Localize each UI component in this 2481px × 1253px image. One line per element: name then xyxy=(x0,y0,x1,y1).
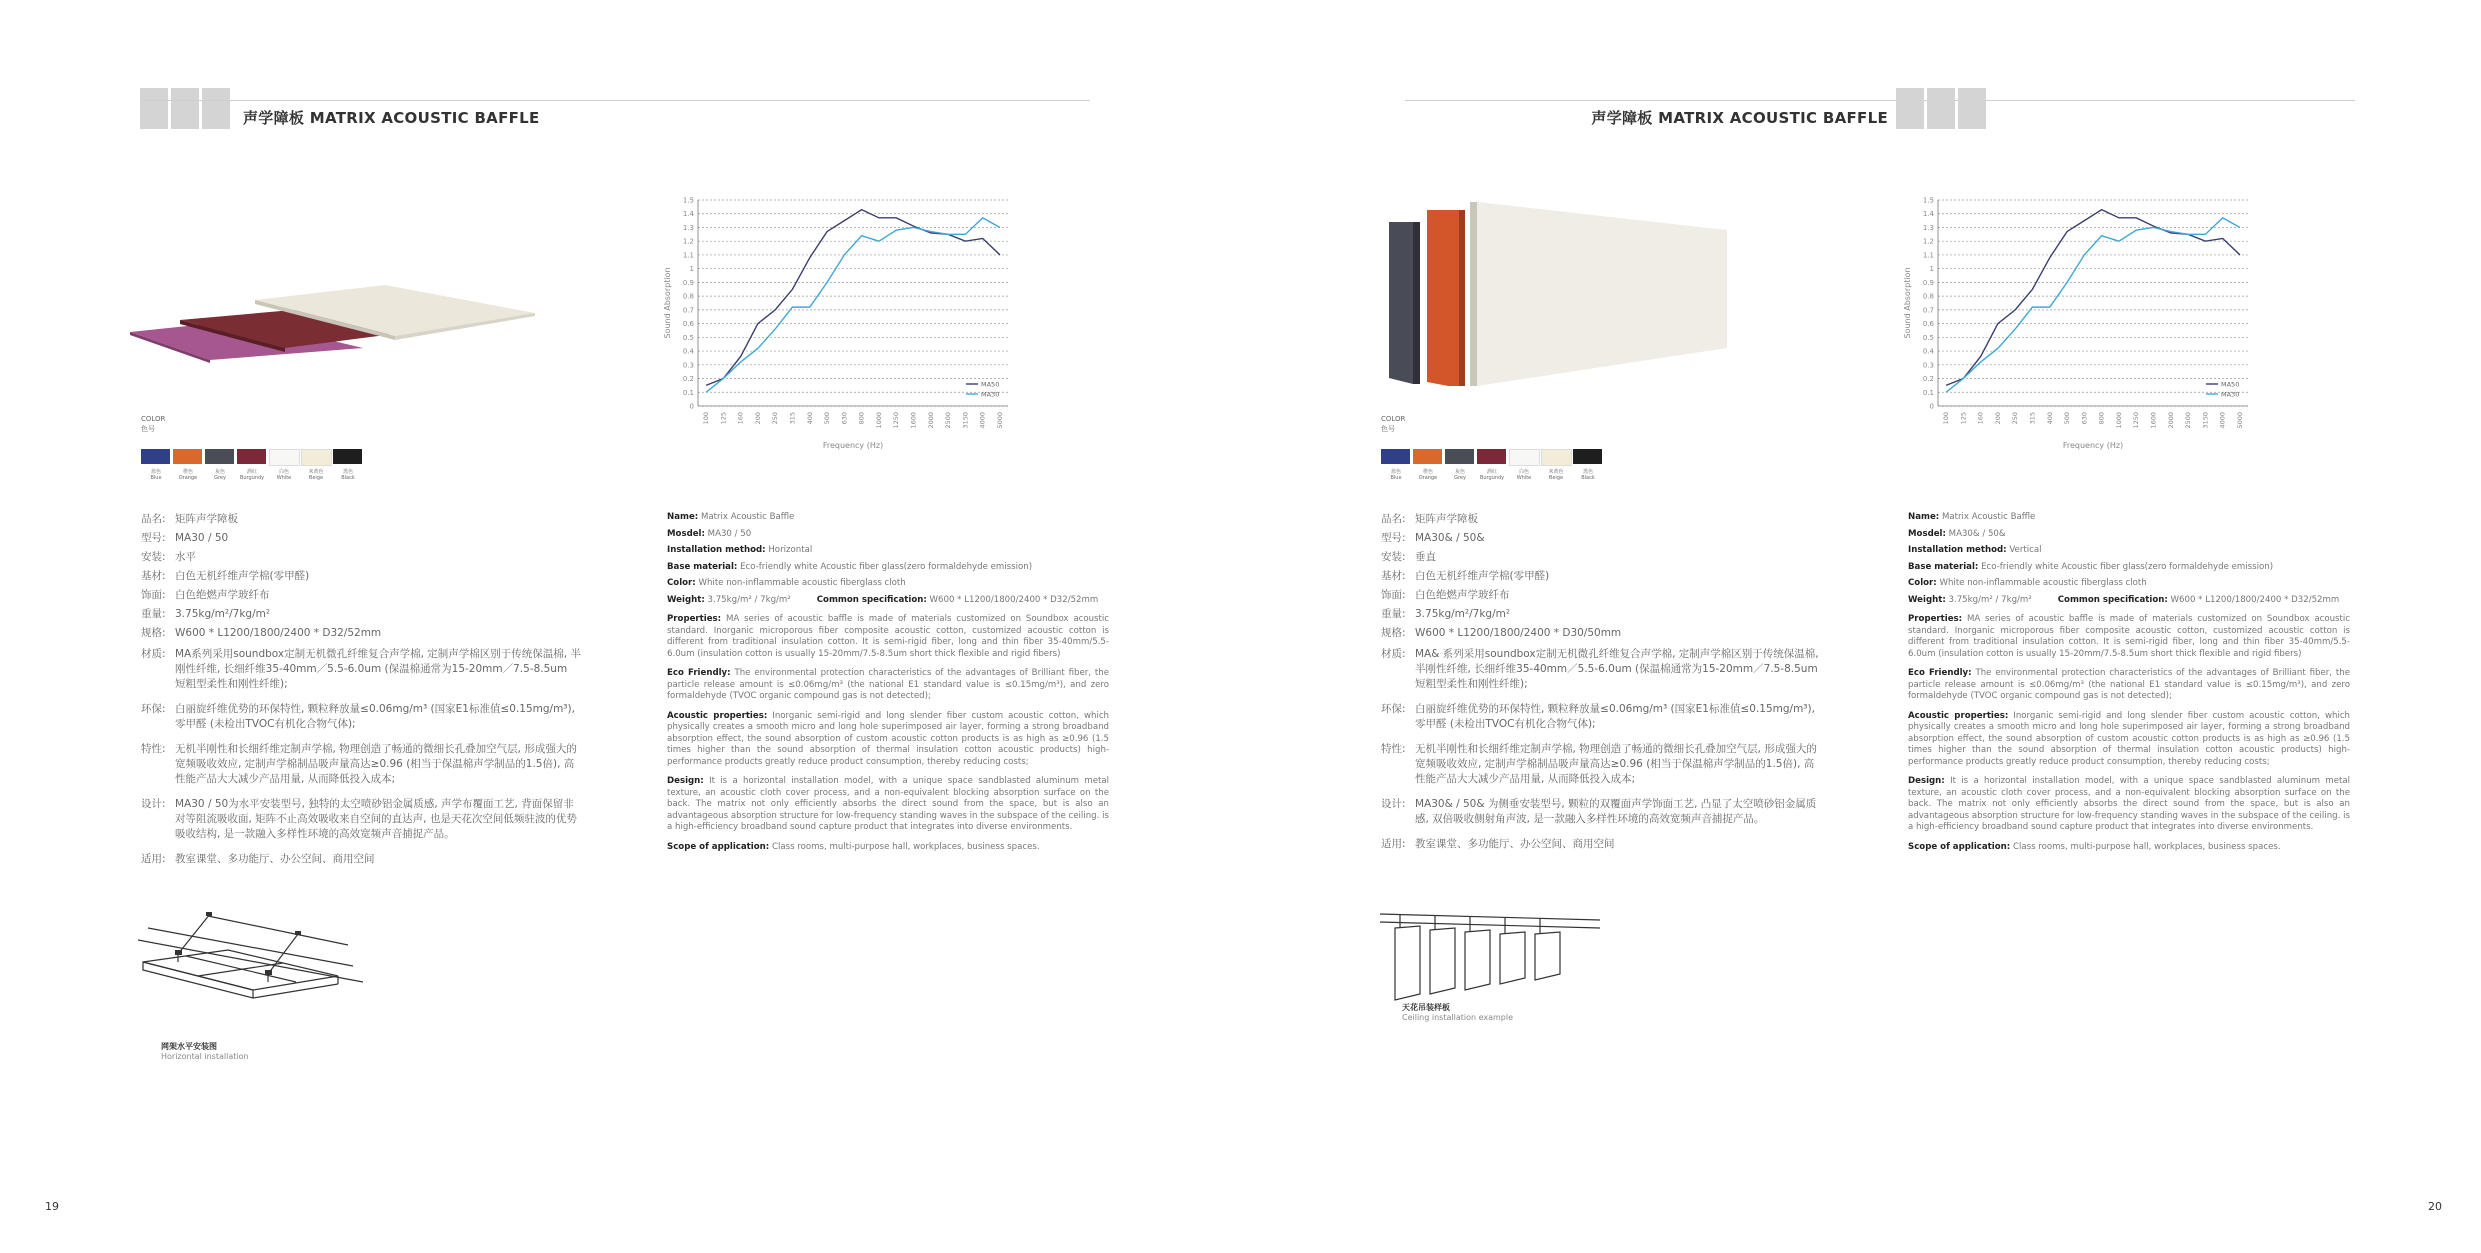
page-title: 声学障板 MATRIX ACOUSTIC BAFFLE xyxy=(1591,109,1888,127)
spec-row xyxy=(1381,607,1821,622)
spec-key: 品名: xyxy=(1381,513,1406,525)
spec-row xyxy=(667,562,1109,574)
y-tick-label: 0.7 xyxy=(682,306,694,315)
spec-key: Name: xyxy=(1908,512,1940,522)
installation-caption: 网架水平安装图 Horizontal installation xyxy=(161,1042,249,1061)
spec-key: 安装: xyxy=(1381,551,1406,563)
spec-key: Weight: xyxy=(667,594,705,605)
spec-value: White non-inflammable acoustic fiberglass cloth xyxy=(1939,578,2147,588)
header-decor-square xyxy=(1958,88,1986,129)
y-tick-label: 0.3 xyxy=(682,361,694,370)
spec-value: Inorganic semi-rigid and long slender fiber custom acoustic cotton, which physically creates a smooth micro and long hole superimposed air layer, forming a strong broadband absorption effect, the sound absorption of custom acoustic cotton products is as high as ≥0.96 (1.5 times higher than the sound absorption of thermal insulation cotton acoustic products) high-performance products greatly reduce product consumption, thereby reducing costs; xyxy=(1908,710,2351,767)
spec-row xyxy=(1908,512,2350,524)
y-tick-label: 0.1 xyxy=(1922,388,1934,397)
spec-value: MA30 / 50为水平安装型号, 独特的太空喷砂铝金属质感, 声学布覆面工艺, 背面保留非对等阻流吸收面, 矩阵不止高效吸收来自空间的直达声, 也是天花次空间低频驻波的优势吸收结构, 是一款融入多样性环境的高效宽频声音捕捉产品。 xyxy=(175,798,577,840)
spec-row xyxy=(1908,595,2350,607)
spec-key: Eco Friendly: xyxy=(1908,668,1972,678)
spec-key: 基材: xyxy=(141,570,166,582)
x-tick-label: 125 xyxy=(719,412,728,425)
spec-row xyxy=(141,512,581,527)
baffle-panel-orange xyxy=(1427,210,1459,386)
x-tick-label: 250 xyxy=(771,412,780,425)
spec-key: Acoustic properties: xyxy=(667,710,768,721)
spec-value: 教室课堂、多功能厅、办公空间、商用空间 xyxy=(175,853,375,865)
page-number: 19 xyxy=(45,1200,59,1213)
y-tick-label: 0.4 xyxy=(1922,347,1934,356)
spec-key: 重量: xyxy=(141,608,166,620)
spec-key: 特性: xyxy=(1381,743,1406,755)
y-tick-label: 0.6 xyxy=(1922,320,1934,329)
spec-value: 白色绝燃声学玻纤布 xyxy=(175,589,270,601)
spec-row xyxy=(667,529,1109,541)
spec-row xyxy=(1381,512,1821,527)
x-tick-label: 250 xyxy=(2011,412,2020,425)
spec-key: Installation method: xyxy=(1908,545,2007,555)
spec-row xyxy=(1381,550,1821,565)
spec-value: Vertical xyxy=(2009,545,2042,555)
spec-key: Acoustic properties: xyxy=(1908,710,2009,721)
x-tick-label: 5000 xyxy=(996,412,1004,429)
spec-row xyxy=(667,595,1109,607)
header-decor-square xyxy=(1896,88,1924,129)
spec-en xyxy=(1908,512,2350,858)
product-image-vertical xyxy=(1385,198,1730,386)
spec-row xyxy=(1381,647,1821,692)
spec-row xyxy=(141,531,581,546)
color-swatch xyxy=(173,449,202,464)
spec-value: The environmental protection characteristics of the advantages of Brilliant fiber, the particle release amount is ≤0.06mg/m³ (the national E1 standard value is ≤0.15mg/m³), and zero formaldehyde (TVOC organic compound gas is not detected); xyxy=(667,668,1110,701)
spec-key: Base material: xyxy=(1908,561,1979,572)
color-swatch xyxy=(269,449,300,466)
spec-value: 3.75kg/m²/7kg/m² xyxy=(175,608,271,620)
x-tick-label: 100 xyxy=(1942,412,1950,425)
color-swatch-label: 酒红 Burgundy xyxy=(1479,469,1505,481)
x-tick-label: 1600 xyxy=(909,412,918,429)
spec-value: It is a horizontal installation model, with a unique space sandblasted aluminum metal texture, an acoustic cloth cover process, and a non-equivalent blocking absorption surface on the back. The matrix not only efficiently absorbs the direct sound from the space, but is also an advantageous absorption structure for low-frequency standing waves in the subspace of the ceiling. is a high-efficiency broadband sound capture product that integrates into diverse environments. xyxy=(667,776,1110,832)
spec-value: 3.75kg/m² / 7kg/m² xyxy=(707,594,791,605)
y-tick-label: 1.3 xyxy=(1922,223,1934,232)
x-axis-label: Frequency (Hz) xyxy=(822,441,884,450)
color-swatch xyxy=(205,449,234,464)
spec-value: MA30 / 50 xyxy=(707,528,752,539)
spec-row xyxy=(1908,668,2350,703)
spec-value: 白丽旋纤维优势的环保特性, 颗粒释放量≤0.06mg/m³ (国家E1标准值≤0.15mg/m³), 零甲醛 (未检出TVOC有机化合物气体); xyxy=(175,703,575,730)
x-tick-label: 4000 xyxy=(2218,412,2227,429)
spec-row xyxy=(667,578,1109,590)
series-line-ma30 xyxy=(1946,218,2240,392)
spec-row xyxy=(667,842,1109,854)
spec-row xyxy=(141,607,581,622)
spec-key: 规格: xyxy=(141,627,166,639)
horizontal-installation-diagram xyxy=(138,910,368,1035)
y-tick-label: 1 xyxy=(689,265,694,274)
color-swatch-label: 橙色 Orange xyxy=(1418,469,1438,481)
color-swatch-label: 米黄色 Beige xyxy=(308,469,324,481)
spec-key: 品名: xyxy=(141,513,166,525)
x-tick-label: 315 xyxy=(788,412,797,425)
y-tick-label: 0 xyxy=(689,402,694,411)
y-tick-label: 0.3 xyxy=(1922,361,1934,370)
spec-key: Common specification: xyxy=(816,594,927,605)
spec-key: 特性: xyxy=(141,743,166,755)
x-axis-label: Frequency (Hz) xyxy=(2062,441,2124,450)
spec-value: Class rooms, multi-purpose hall, workplaces, business spaces. xyxy=(771,841,1040,852)
x-tick-label: 200 xyxy=(1993,412,2002,425)
x-tick-label: 2500 xyxy=(2184,412,2193,429)
spec-value: 矩阵声学障板 xyxy=(175,513,238,525)
y-tick-label: 0.6 xyxy=(682,320,694,329)
y-tick-label: 0.5 xyxy=(1922,333,1934,342)
series-line-ma50 xyxy=(1946,210,2240,386)
spec-row xyxy=(1908,545,2350,557)
spec-key: 饰面: xyxy=(141,589,166,601)
spec-value: MA& 系列采用soundbox定制无机微孔纤维复合声学棉, 定制声学棉区别于传统保温棉, 半刚性纤维, 长细纤维35-40mm／5.5-6.0um (保温棉通常为15-20mm／7.5-8.5um 短粗型柔性和刚性纤维); xyxy=(1415,648,1819,690)
spec-key: Properties: xyxy=(667,614,722,624)
spec-row xyxy=(1381,569,1821,584)
spec-row xyxy=(141,569,581,584)
y-tick-label: 1.4 xyxy=(1922,210,1934,219)
x-tick-label: 2000 xyxy=(926,412,935,429)
spec-row xyxy=(141,702,581,732)
color-swatch-label: 灰色 Grey xyxy=(1454,469,1466,481)
color-swatch xyxy=(237,449,266,464)
y-tick-label: 1.5 xyxy=(682,196,694,205)
spec-row xyxy=(667,776,1109,834)
spec-key: Base material: xyxy=(667,561,738,572)
spec-value: 矩阵声学障板 xyxy=(1415,513,1478,525)
spec-row xyxy=(141,647,581,692)
spec-key: 材质: xyxy=(1381,648,1406,660)
spec-key: Scope of application: xyxy=(667,841,770,852)
series-line-ma50 xyxy=(706,210,1000,386)
spec-key: Name: xyxy=(667,512,699,522)
spec-row xyxy=(1908,578,2350,590)
spec-value: Horizontal xyxy=(768,545,813,555)
spec-value: Eco-friendly white Acoustic fiber glass(zero formaldehyde emission) xyxy=(1981,561,2274,572)
spec-value: 无机半刚性和长细纤维定制声学棉, 物理创造了畅通的微细长孔叠加空气层, 形成强大的宽频吸收效应, 定制声学棉制品吸声量高达≥0.96 (相当于保温棉声学制品的1.5倍), 高性能产品大大减少产品用量, 从而降低投入成本; xyxy=(175,743,577,785)
color-swatch-label: 蓝色 Blue xyxy=(150,469,162,481)
page-number: 20 xyxy=(2428,1200,2442,1213)
spec-row xyxy=(141,852,581,867)
header-decor-square xyxy=(140,88,168,129)
spec-value: 3.75kg/m²/7kg/m² xyxy=(1415,608,1511,620)
legend-label: MA30 xyxy=(2221,390,2240,399)
y-tick-label: 0.5 xyxy=(682,333,694,342)
spec-value: 白丽旋纤维优势的环保特性, 颗粒释放量≤0.06mg/m³ (国家E1标准值≤0.15mg/m³), 零甲醛 (未检出TVOC有机化合物气体); xyxy=(1415,703,1815,730)
color-swatch xyxy=(1381,449,1410,464)
spec-value: MA30& / 50& xyxy=(1948,528,2006,539)
spec-row xyxy=(141,626,581,641)
spec-value: Inorganic semi-rigid and long slender fiber custom acoustic cotton, which physically creates a smooth micro and long hole superimposed air layer, forming a strong broadband absorption effect, the sound absorption of custom acoustic cotton products is as high as ≥0.96 (1.5 times higher than the sound absorption of thermal insulation cotton acoustic products) high-performance products greatly reduce product consumption, thereby reducing costs; xyxy=(667,710,1110,767)
legend-label: MA30 xyxy=(981,390,1000,399)
spec-row xyxy=(1381,702,1821,732)
spec-key: Scope of application: xyxy=(1908,841,2011,852)
sound-absorption-chart xyxy=(660,192,1020,457)
spec-key: 环保: xyxy=(141,703,166,715)
x-tick-label: 3150 xyxy=(961,412,970,429)
spec-key: Design: xyxy=(667,776,704,786)
x-tick-label: 3150 xyxy=(2201,412,2210,429)
y-tick-label: 0.2 xyxy=(682,375,694,384)
color-swatch-label: 白色 White xyxy=(1516,469,1532,481)
spec-key: 环保: xyxy=(1381,703,1406,715)
x-tick-label: 200 xyxy=(753,412,762,425)
spec-row xyxy=(1381,837,1821,852)
x-tick-label: 160 xyxy=(1976,412,1985,425)
spec-value: MA30& / 50& xyxy=(1415,532,1485,544)
spec-value: 3.75kg/m² / 7kg/m² xyxy=(1948,594,2032,605)
spec-key: 适用: xyxy=(1381,838,1406,850)
spec-key: 安装: xyxy=(141,551,166,563)
x-tick-label: 800 xyxy=(2097,412,2106,425)
color-section-label: COLOR 色号 xyxy=(141,415,166,433)
x-tick-label: 1250 xyxy=(892,412,901,429)
x-tick-label: 5000 xyxy=(2236,412,2244,429)
color-swatch xyxy=(1445,449,1474,464)
x-tick-label: 400 xyxy=(805,412,814,425)
x-tick-label: 125 xyxy=(1959,412,1968,425)
spec-row xyxy=(1908,562,2350,574)
spec-en xyxy=(667,512,1109,858)
spec-row xyxy=(1908,776,2350,834)
spec-value: It is a horizontal installation model, with a unique space sandblasted aluminum metal texture, an acoustic cloth cover process, and a non-equivalent blocking absorption surface on the back. The matrix not only efficiently absorbs the direct sound from the space, but is also an advantageous absorption structure for low-frequency standing waves in the subspace of the ceiling. is a high-efficiency broadband sound capture product that integrates into diverse environments. xyxy=(1908,776,2351,832)
spec-key: Eco Friendly: xyxy=(667,668,731,678)
spec-value: W600 * L1200/1800/2400 * D30/50mm xyxy=(1415,627,1622,639)
spec-value: Matrix Acoustic Baffle xyxy=(1941,512,2036,522)
spec-key: 型号: xyxy=(1381,532,1406,544)
y-tick-label: 0.8 xyxy=(682,292,694,301)
y-tick-label: 1.5 xyxy=(1922,196,1934,205)
color-swatch xyxy=(1541,449,1572,466)
spec-key: 基材: xyxy=(1381,570,1406,582)
spec-row xyxy=(1908,529,2350,541)
spec-value: MA series of acoustic baffle is made of materials customized on Soundbox acoustic standard. Inorganic microporous fiber composite acoustic cotton, customized acoustic cotton is different from traditional insulation cotton. It is semi-rigid fiber, long and thin fiber 35-40mm/5.5-6.0um (insulation cotton is usually 15-20mm/7.5-8.5um short thick flexible and rigid fibers) xyxy=(1908,614,2351,659)
color-swatch-label: 橙色 Orange xyxy=(178,469,198,481)
y-tick-label: 1.2 xyxy=(682,237,694,246)
color-swatch-label: 黑色 Black xyxy=(341,469,355,481)
sound-absorption-chart xyxy=(1900,192,2260,457)
legend-label: MA50 xyxy=(2221,380,2240,389)
color-section-label: COLOR 色号 xyxy=(1381,415,1406,433)
spec-cn xyxy=(141,512,581,877)
color-swatch xyxy=(1573,449,1602,464)
spec-row xyxy=(1908,842,2350,854)
spec-cn xyxy=(1381,512,1821,862)
y-tick-label: 0.1 xyxy=(682,388,694,397)
page-title: 声学障板 MATRIX ACOUSTIC BAFFLE xyxy=(243,109,540,127)
spec-row xyxy=(1381,588,1821,603)
spec-row xyxy=(1908,711,2350,769)
color-swatch xyxy=(1413,449,1442,464)
spec-row xyxy=(141,742,581,787)
spec-key: Mosdel: xyxy=(667,528,705,539)
spec-row xyxy=(667,512,1109,524)
spec-row xyxy=(667,668,1109,703)
color-swatch xyxy=(1477,449,1506,464)
spec-row xyxy=(667,545,1109,557)
y-tick-label: 1.1 xyxy=(682,251,694,260)
color-swatch-label: 黑色 Black xyxy=(1581,469,1595,481)
ceiling-installation-diagram xyxy=(1380,906,1605,1006)
legend-label: MA50 xyxy=(981,380,1000,389)
spec-row xyxy=(1908,614,2350,660)
baffle-panel-white xyxy=(1477,202,1727,386)
spec-value: W600 * L1200/1800/2400 * D32/52mm xyxy=(929,594,1099,605)
spec-key: 饰面: xyxy=(1381,589,1406,601)
spec-key: Installation method: xyxy=(667,545,766,555)
y-tick-label: 1.4 xyxy=(682,210,694,219)
y-tick-label: 0.4 xyxy=(682,347,694,356)
x-tick-label: 630 xyxy=(840,412,849,425)
spec-key: 设计: xyxy=(1381,798,1406,810)
color-swatch-label: 米黄色 Beige xyxy=(1548,469,1564,481)
spec-key: Common specification: xyxy=(2057,594,2168,605)
y-tick-label: 0.2 xyxy=(1922,375,1934,384)
y-tick-label: 1 xyxy=(1929,265,1934,274)
spec-key: Weight: xyxy=(1908,594,1946,605)
spec-value: Matrix Acoustic Baffle xyxy=(700,512,795,522)
spec-value: Eco-friendly white Acoustic fiber glass(zero formaldehyde emission) xyxy=(740,561,1033,572)
spec-value: W600 * L1200/1800/2400 * D32/52mm xyxy=(175,627,382,639)
x-tick-label: 4000 xyxy=(978,412,987,429)
x-tick-label: 100 xyxy=(702,412,710,425)
x-tick-label: 800 xyxy=(857,412,866,425)
spec-value: MA30& / 50& 为侧垂安装型号, 颗粒的双覆面声学饰面工艺, 凸显了太空喷砂铝金属质感, 双倍吸收侧射角声波, 是一款融入多样性环境的高效宽频声音捕捉产品。 xyxy=(1415,798,1817,825)
spec-key: 规格: xyxy=(1381,627,1406,639)
series-line-ma30 xyxy=(706,218,1000,392)
spec-value: 垂直 xyxy=(1415,551,1436,563)
spec-value: 教室课堂、多功能厅、办公空间、商用空间 xyxy=(1415,838,1615,850)
color-swatch xyxy=(141,449,170,464)
y-tick-label: 0.7 xyxy=(1922,306,1934,315)
spec-value: 水平 xyxy=(175,551,196,563)
spec-value: W600 * L1200/1800/2400 * D32/52mm xyxy=(2170,594,2340,605)
spec-row xyxy=(1381,531,1821,546)
spec-key: Design: xyxy=(1908,776,1945,786)
color-swatch-label: 白色 White xyxy=(276,469,292,481)
spec-key: 适用: xyxy=(141,853,166,865)
spec-value: The environmental protection characteristics of the advantages of Brilliant fiber, the particle release amount is ≤0.06mg/m³ (the national E1 standard value is ≤0.15mg/m³), and zero formaldehyde (TVOC organic compound gas is not detected); xyxy=(1908,668,2351,701)
spec-key: 材质: xyxy=(141,648,166,660)
color-swatch-label: 灰色 Grey xyxy=(214,469,226,481)
baffle-panel-grey xyxy=(1389,222,1413,384)
spec-row xyxy=(141,797,581,842)
x-tick-label: 400 xyxy=(2045,412,2054,425)
spec-row xyxy=(667,711,1109,769)
y-axis-label: Sound Absorption xyxy=(1903,267,1912,339)
y-tick-label: 0.8 xyxy=(1922,292,1934,301)
spec-key: Properties: xyxy=(1908,614,1963,624)
header-decor-square xyxy=(1927,88,1955,129)
color-swatch xyxy=(1509,449,1540,466)
x-tick-label: 630 xyxy=(2080,412,2089,425)
spec-value: MA30 / 50 xyxy=(175,532,229,544)
x-tick-label: 2500 xyxy=(944,412,953,429)
spec-value: MA series of acoustic baffle is made of materials customized on Soundbox acoustic standard. Inorganic microporous fiber composite acoustic cotton, customized acoustic cotton is different from traditional insulation cotton. It is semi-rigid fiber, long and thin fiber 35-40mm/5.5-6.0um (insulation cotton is usually 15-20mm/7.5-8.5um short thick flexible and rigid fibers) xyxy=(667,614,1110,659)
spec-row xyxy=(141,550,581,565)
color-swatch xyxy=(333,449,362,464)
header-rule xyxy=(1405,100,2355,101)
color-swatch-label: 酒红 Burgundy xyxy=(239,469,265,481)
x-tick-label: 1600 xyxy=(2149,412,2158,429)
spec-row xyxy=(1381,742,1821,787)
spec-key: 型号: xyxy=(141,532,166,544)
spec-value: White non-inflammable acoustic fiberglass cloth xyxy=(698,578,906,588)
spec-key: 设计: xyxy=(141,798,166,810)
y-tick-label: 0.9 xyxy=(682,278,694,287)
x-tick-label: 500 xyxy=(823,412,832,425)
color-swatch-label: 蓝色 Blue xyxy=(1390,469,1402,481)
header-decor-square xyxy=(202,88,230,129)
y-tick-label: 1.2 xyxy=(1922,237,1934,246)
spec-key: 重量: xyxy=(1381,608,1406,620)
installation-caption: 天花吊装样板 Ceiling installation example xyxy=(1402,1003,1514,1022)
header-rule xyxy=(140,100,1090,101)
color-swatch xyxy=(301,449,332,466)
y-tick-label: 1.1 xyxy=(1922,251,1934,260)
spec-row xyxy=(1381,797,1821,827)
spec-row xyxy=(141,588,581,603)
y-tick-label: 1.3 xyxy=(682,223,694,232)
header-decor-square xyxy=(171,88,199,129)
spec-value: Class rooms, multi-purpose hall, workplaces, business spaces. xyxy=(2012,841,2281,852)
y-tick-label: 0.9 xyxy=(1922,278,1934,287)
spec-value: 白色绝燃声学玻纤布 xyxy=(1415,589,1510,601)
spec-row xyxy=(1381,626,1821,641)
spec-key: Color: xyxy=(1908,578,1937,588)
spec-value: 白色无机纤维声学棉(零甲醛) xyxy=(1415,570,1550,582)
y-axis-label: Sound Absorption xyxy=(663,267,672,339)
spec-key: Color: xyxy=(667,578,696,588)
x-tick-label: 315 xyxy=(2028,412,2037,425)
x-tick-label: 1000 xyxy=(874,412,883,429)
spec-value: 无机半刚性和长细纤维定制声学棉, 物理创造了畅通的微细长孔叠加空气层, 形成强大的宽频吸收效应, 定制声学棉制品吸声量高达≥0.96 (相当于保温棉声学制品的1.5倍), 高性能产品大大减少产品用量, 从而降低投入成本; xyxy=(1415,743,1817,785)
spec-value: 白色无机纤维声学棉(零甲醛) xyxy=(175,570,310,582)
spec-value: MA系列采用soundbox定制无机微孔纤维复合声学棉, 定制声学棉区别于传统保温棉, 半刚性纤维, 长细纤维35-40mm／5.5-6.0um (保温棉通常为15-20mm／7.5-8.5um 短粗型柔性和刚性纤维); xyxy=(175,648,581,690)
x-tick-label: 160 xyxy=(736,412,745,425)
x-tick-label: 1250 xyxy=(2132,412,2141,429)
spec-key: Mosdel: xyxy=(1908,528,1946,539)
x-tick-label: 2000 xyxy=(2166,412,2175,429)
spec-row xyxy=(667,614,1109,660)
product-image-horizontal xyxy=(125,270,545,370)
x-tick-label: 1000 xyxy=(2114,412,2123,429)
y-tick-label: 0 xyxy=(1929,402,1934,411)
x-tick-label: 500 xyxy=(2063,412,2072,425)
